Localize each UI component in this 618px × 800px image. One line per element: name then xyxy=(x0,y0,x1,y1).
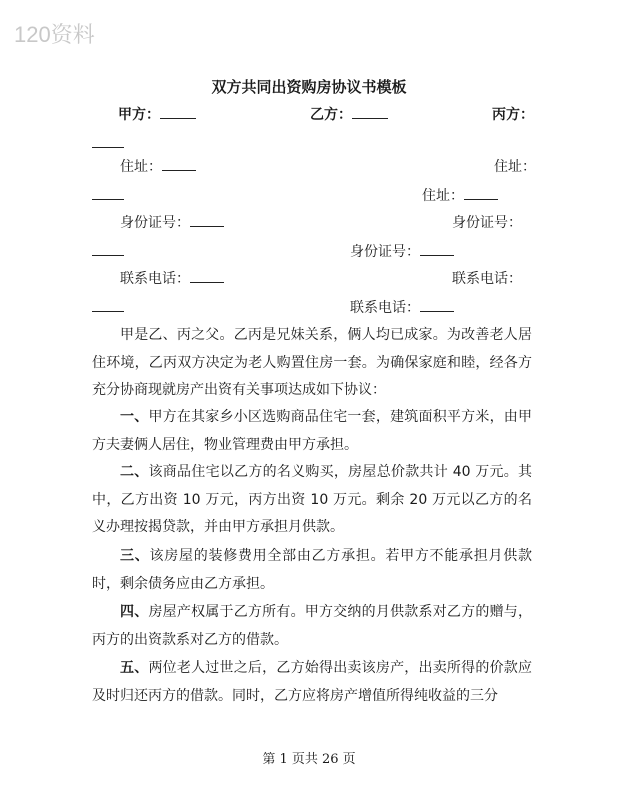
intro-text: 甲是乙、丙之父。乙丙是兄妹关系，俩人均已成家。为改善老人居住环境，乙丙双方决定为老人购置住房一套。为确保家庭和睦，经各方充分协商现就房产出资有关事项达成如下协议： xyxy=(92,327,532,398)
bing-address-blank xyxy=(464,187,498,200)
clause-4-number: 四、 xyxy=(120,604,149,620)
yi-phone-label: 联系电话： xyxy=(452,271,522,287)
yi-phone-blank xyxy=(92,299,124,312)
clause-2 xyxy=(92,459,532,542)
yi-address-blank xyxy=(92,187,124,200)
jia-address-blank xyxy=(162,158,196,171)
jia-address-field xyxy=(120,158,196,176)
clause-1 xyxy=(92,404,532,459)
party-yi-field xyxy=(310,106,388,124)
clause-3-text: 该房屋的装修费用全部由乙方承担。若甲方不能承担月供款时，剩余债务应由乙方承担。 xyxy=(92,548,533,592)
party-yi-label: 乙方： xyxy=(310,107,352,123)
jia-id-label: 身份证号： xyxy=(120,215,190,231)
yi-address-label: 住址： xyxy=(494,159,536,175)
bing-id-label: 身份证号： xyxy=(350,244,420,260)
bing-id-field xyxy=(350,243,454,261)
party-jia-blank xyxy=(160,106,196,119)
clause-4-text: 房屋产权属于乙方所有。甲方交纳的月供款系对乙方的赠与，丙方的出资款系对乙方的借款。 xyxy=(92,604,533,648)
bing-phone-label: 联系电话： xyxy=(350,300,420,316)
clause-3-number: 三、 xyxy=(120,548,150,564)
party-bing-label: 丙方： xyxy=(492,107,534,123)
bing-phone-field xyxy=(350,299,454,317)
jia-address-label: 住址： xyxy=(120,159,162,175)
clause-1-number: 一、 xyxy=(120,409,149,425)
jia-phone-label: 联系电话： xyxy=(120,271,190,287)
clause-1-text: 甲方在其家乡小区选购商品住宅一套，建筑面积平方米，由甲方夫妻俩人居住，物业管理费由甲方承担。 xyxy=(92,409,533,453)
jia-phone-field xyxy=(120,270,224,288)
intro-paragraph xyxy=(92,322,532,405)
party-yi-blank xyxy=(352,106,388,119)
clause-2-number: 二、 xyxy=(120,464,149,480)
bing-address-label: 住址： xyxy=(422,188,464,204)
clause-4 xyxy=(92,599,532,654)
clause-5-number: 五、 xyxy=(120,660,149,676)
bing-phone-blank xyxy=(420,299,454,312)
party-jia-label: 甲方： xyxy=(118,107,160,123)
clause-2-text: 该商品住宅以乙方的名义购买，房屋总价款共计 40 万元。其中，乙方出资 10 万元，丙方出资 10 万元。剩余 20 万元以乙方的名义办理按揭贷款，并由甲方承担月供款。 xyxy=(92,464,533,535)
yi-address-blank-wrap xyxy=(92,187,124,205)
yi-phone-blank-wrap xyxy=(92,299,124,317)
yi-id-label: 身份证号： xyxy=(452,215,522,231)
watermark: 120资料 xyxy=(14,22,95,47)
party-jia-field xyxy=(118,106,196,124)
yi-id-blank xyxy=(92,243,124,256)
yi-id-blank-wrap xyxy=(92,243,124,261)
bing-id-blank xyxy=(420,243,454,256)
party-bing-blank-wrap xyxy=(92,135,124,153)
document-title: 双方共同出资购房协议书模板 xyxy=(211,78,407,96)
jia-id-blank xyxy=(190,214,224,227)
clause-3 xyxy=(92,543,532,598)
party-bing-blank xyxy=(92,135,124,148)
bing-address-field xyxy=(422,187,498,205)
clause-5 xyxy=(92,655,532,710)
jia-phone-blank xyxy=(190,270,224,283)
clause-5-text: 两位老人过世之后，乙方始得出卖该房产，出卖所得的价款应及时归还丙方的借款。同时，乙方应将房产增值所得纯收益的三分 xyxy=(92,660,533,704)
page-footer: 第 1 页共 26 页 xyxy=(262,752,356,767)
jia-id-field xyxy=(120,214,224,232)
